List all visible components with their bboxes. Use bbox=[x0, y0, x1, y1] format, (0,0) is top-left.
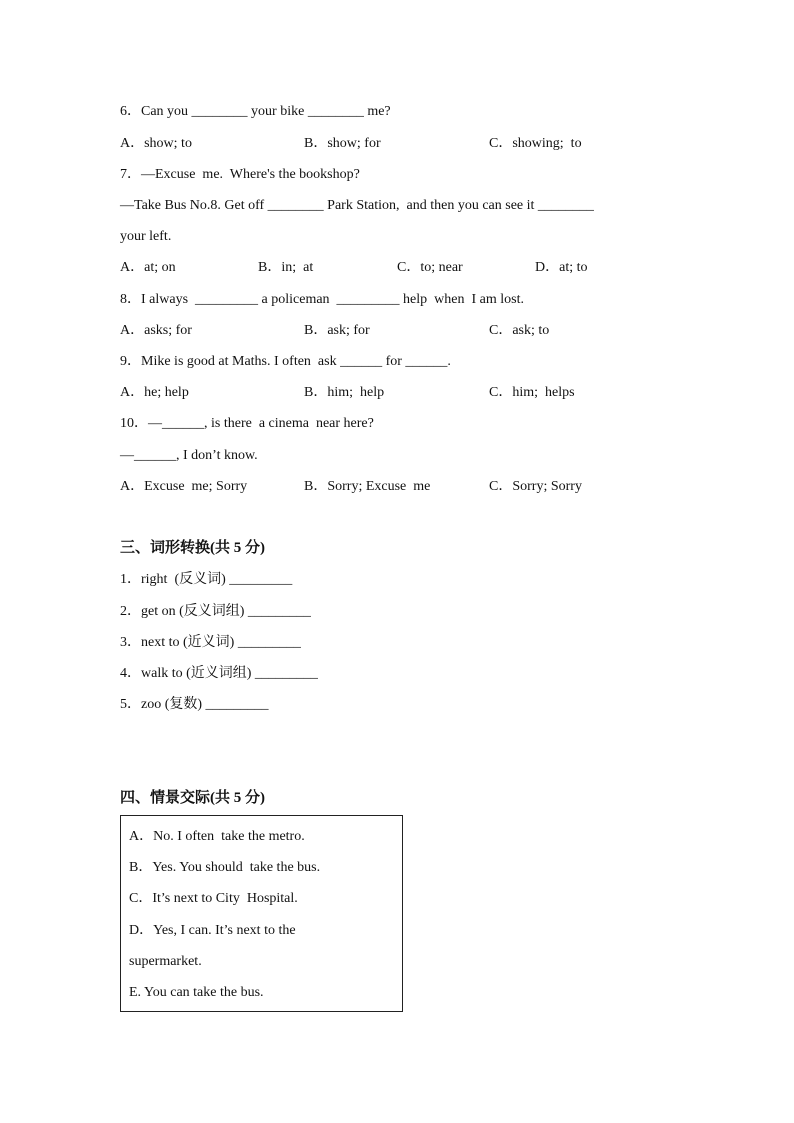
q10-option-a: A．Excuse me; Sorry bbox=[120, 479, 248, 494]
section3-heading: 三、词形转换(共 5 分) bbox=[120, 540, 265, 556]
box-option-d-cont: supermarket. bbox=[129, 954, 202, 969]
q7-line3: your left. bbox=[120, 229, 172, 244]
q10-stem: 10．—______, is there a cinema near here? bbox=[120, 416, 374, 431]
section4-heading: 四、情景交际(共 5 分) bbox=[120, 790, 265, 806]
box-option-d: D．Yes, I can. It’s next to the bbox=[129, 923, 296, 938]
q10-option-c: C．Sorry; Sorry bbox=[489, 479, 582, 494]
box-option-a: A．No. I often take the metro. bbox=[129, 829, 305, 844]
section3-item-2: 2．get on (反义词组) _________ bbox=[120, 604, 311, 619]
q8-option-a: A．asks; for bbox=[120, 323, 192, 338]
q6-option-c: C．showing; to bbox=[489, 136, 582, 151]
answer-options-box bbox=[120, 815, 403, 1012]
q7-line2: —Take Bus No.8. Get off ________ Park Station, and then you can see it ________ bbox=[120, 198, 594, 213]
q7-option-d: D．at; to bbox=[535, 260, 588, 275]
q7-option-a: A．at; on bbox=[120, 260, 176, 275]
q7-option-b: B．in; at bbox=[258, 260, 314, 275]
section3-item-5: 5．zoo (复数) _________ bbox=[120, 697, 269, 712]
box-option-e: E. You can take the bus. bbox=[129, 985, 264, 1000]
section3-item-4: 4．walk to (近义词组) _________ bbox=[120, 666, 318, 681]
box-option-c: C．It’s next to City Hospital. bbox=[129, 891, 298, 906]
q9-option-b: B．him; help bbox=[304, 385, 385, 400]
section3-item-1: 1．right (反义词) _________ bbox=[120, 572, 293, 587]
q10-line2: —______, I don’t know. bbox=[120, 448, 258, 463]
q6-option-a: A．show; to bbox=[120, 136, 192, 151]
q9-option-a: A．he; help bbox=[120, 385, 189, 400]
q7-option-c: C．to; near bbox=[397, 260, 463, 275]
q8-option-c: C．ask; to bbox=[489, 323, 550, 338]
box-option-b: B．Yes. You should take the bus. bbox=[129, 860, 321, 875]
q8-stem: 8．I always _________ a policeman _________ help when I am lost. bbox=[120, 292, 524, 307]
section3-item-3: 3．next to (近义词) _________ bbox=[120, 635, 301, 650]
q7-stem: 7．—Excuse me. Where's the bookshop? bbox=[120, 167, 360, 182]
q6-option-b: B．show; for bbox=[304, 136, 381, 151]
q6-stem: 6．Can you ________ your bike ________ me? bbox=[120, 104, 391, 119]
q8-option-b: B．ask; for bbox=[304, 323, 370, 338]
q10-option-b: B．Sorry; Excuse me bbox=[304, 479, 431, 494]
q9-stem: 9．Mike is good at Maths. I often ask ______ for ______. bbox=[120, 354, 451, 369]
q9-option-c: C．him; helps bbox=[489, 385, 575, 400]
